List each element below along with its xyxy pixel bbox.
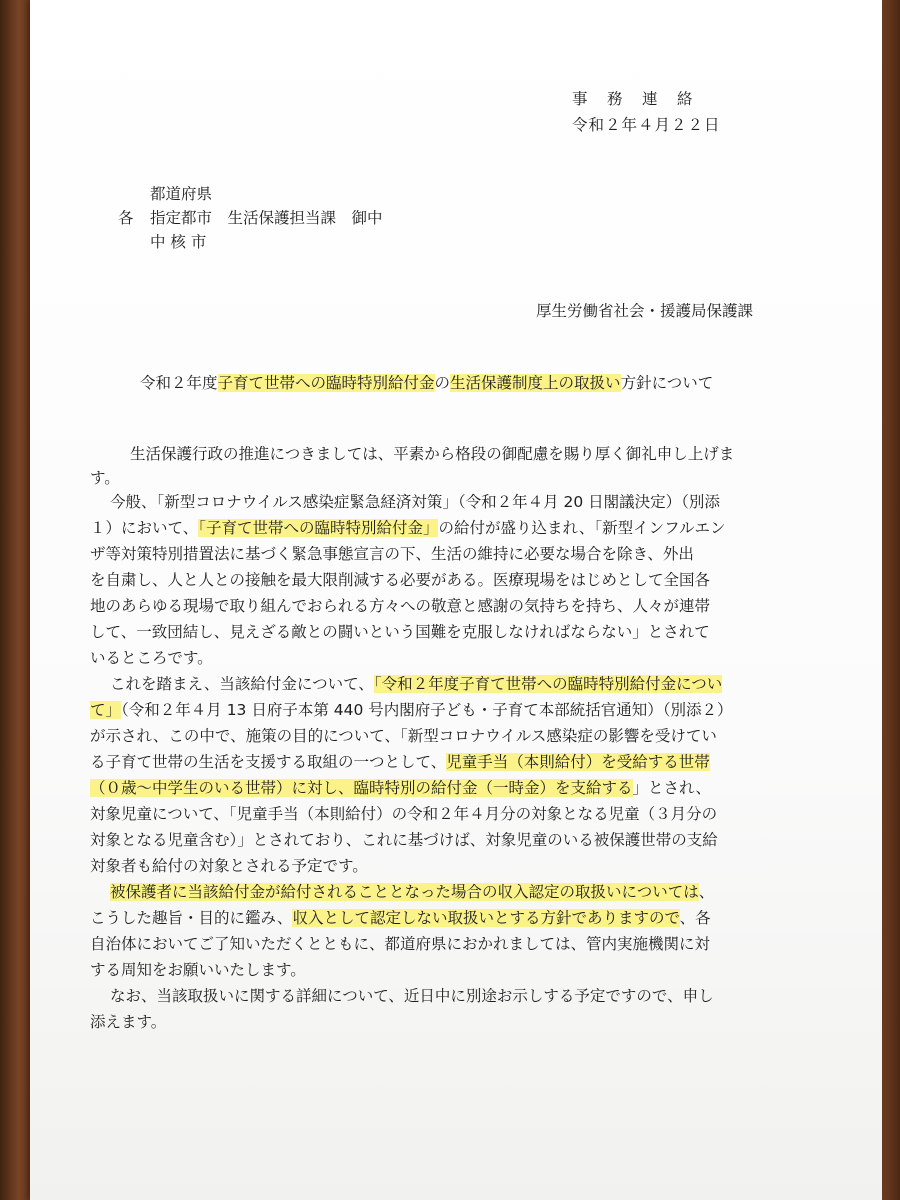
p3-line-2-b: （令和２年４月 13 日府子本第 440 号内閣府子ども・子育て本部統括官通知）（別添２） — [121, 701, 733, 719]
notice-type: 事 務 連 絡 — [572, 90, 695, 108]
p4-line-2 — [90, 907, 711, 929]
p3-line-7: 対象となる児童含む）」とされており、これに基づけば、対象児童のいる被保護世帯の支給 — [90, 831, 718, 849]
addressee-line-2: 指定都市 生活保護担当課 御中 — [150, 209, 383, 227]
p2-line-6: して、一致団結し、見えざる敵との闘いという国難を克服しなければならない」とされて — [90, 623, 710, 641]
notice-date: 令和２年４月２２日 — [572, 116, 721, 134]
document-page — [30, 0, 882, 1200]
p3-line-1-highlight: 「令和２年度子育て世帯への臨時特別給付金につい — [373, 675, 723, 693]
p3-line-6: 対象児童について、「児童手当（本則給付）の令和２年４月分の対象となる児童（３月分の — [90, 805, 718, 823]
p4-line-2-b: 、各 — [679, 909, 711, 927]
p3-line-4-a: る子育て世帯の生活を支援する取組の一つとして、 — [90, 753, 447, 771]
p1-line-2: す。 — [90, 469, 120, 487]
p4-line-4: する周知をお願いいたします。 — [90, 961, 306, 979]
p4-line-2-a: こうした趣旨・目的に鑑み、 — [90, 909, 293, 927]
document-title — [140, 372, 713, 394]
p2-line-3: ザ等対策特別措置法に基づく緊急事態宣言の下、生活の維持に必要な場合を除き、外出 — [90, 545, 694, 563]
title-highlight-1: 子育て世帯への臨時特別給付金 — [217, 374, 435, 392]
p3-line-3: が示され、この中で、施策の目的について、「新型コロナウイルス感染症の影響を受けてい — [90, 727, 717, 745]
p2-line-2-a: １）において、 — [90, 519, 199, 537]
addressee-prefix: 各 — [118, 209, 134, 227]
p4-line-1 — [110, 881, 714, 903]
p2-line-2-b: の給付が盛り込まれ、「新型インフルエン — [438, 519, 726, 537]
p3-line-5-highlight: （０歳～中学生のいる世帯）に対し、臨時特別の給付金（一時金）を支給する — [90, 779, 633, 797]
p2-line-2 — [90, 517, 726, 539]
title-part-3: 方針について — [620, 374, 714, 392]
p3-line-4 — [90, 751, 710, 773]
p3-line-8: 対象者も給付の対象とされる予定です。 — [90, 857, 368, 875]
p3-line-5-b: 」とされ、 — [632, 779, 711, 797]
p3-line-1 — [110, 673, 722, 695]
p1-line-1: 生活保護行政の推進につきましては、平素から格段の御配慮を賜り厚く御礼申し上げま — [130, 445, 735, 463]
p2-line-1: 今般、「新型コロナウイルス感染症緊急経済対策」（令和２年４月 20 日閣議決定）（別添 — [110, 493, 720, 511]
p3-line-1-a: これを踏まえ、当該給付金について、 — [110, 675, 374, 693]
p4-line-1-highlight: 被保護者に当該給付金が給付されることとなった場合の収入認定の取扱いについては — [110, 883, 699, 901]
p2-line-4: を自粛し、人と人との接触を最大限削減する必要がある。医療現場をはじめとして全国各 — [90, 571, 711, 589]
p5-line-1: なお、当該取扱いに関する詳細について、近日中に別途お示しする予定ですので、申し — [110, 987, 714, 1005]
addressee-line-1: 都道府県 — [150, 185, 213, 203]
p4-line-2-highlight: 収入として認定しない取扱いとする方針でありますので — [292, 909, 680, 927]
p5-line-2: 添えます。 — [90, 1013, 167, 1031]
title-highlight-2: 生活保護制度上の取扱い — [450, 374, 621, 392]
p4-line-1-b: 、 — [698, 883, 715, 901]
p3-line-2 — [90, 699, 733, 721]
p3-line-2-highlight: て」 — [90, 701, 122, 719]
p4-line-3: 自治体においてご了知いただくとともに、都道府県におかれましては、管内実施機関に対 — [90, 935, 711, 953]
p3-line-5 — [90, 777, 711, 799]
title-part-1: 令和２年度 — [140, 374, 218, 392]
p2-line-7: いるところです。 — [90, 649, 213, 667]
p2-line-5: 地のあらゆる現場で取り組んでおられる方々への敬意と感謝の気持ちを持ち、人々が連帯 — [90, 597, 711, 615]
title-part-2: の — [434, 374, 451, 392]
p2-line-2-highlight: 「子育て世帯への臨時特別給付金」 — [198, 519, 439, 537]
p3-line-4-highlight: 児童手当（本則給付）を受給する世帯 — [446, 753, 710, 771]
sender: 厚生労働省社会・援護局保護課 — [536, 302, 754, 320]
addressee-line-3: 中 核 市 — [150, 233, 207, 251]
